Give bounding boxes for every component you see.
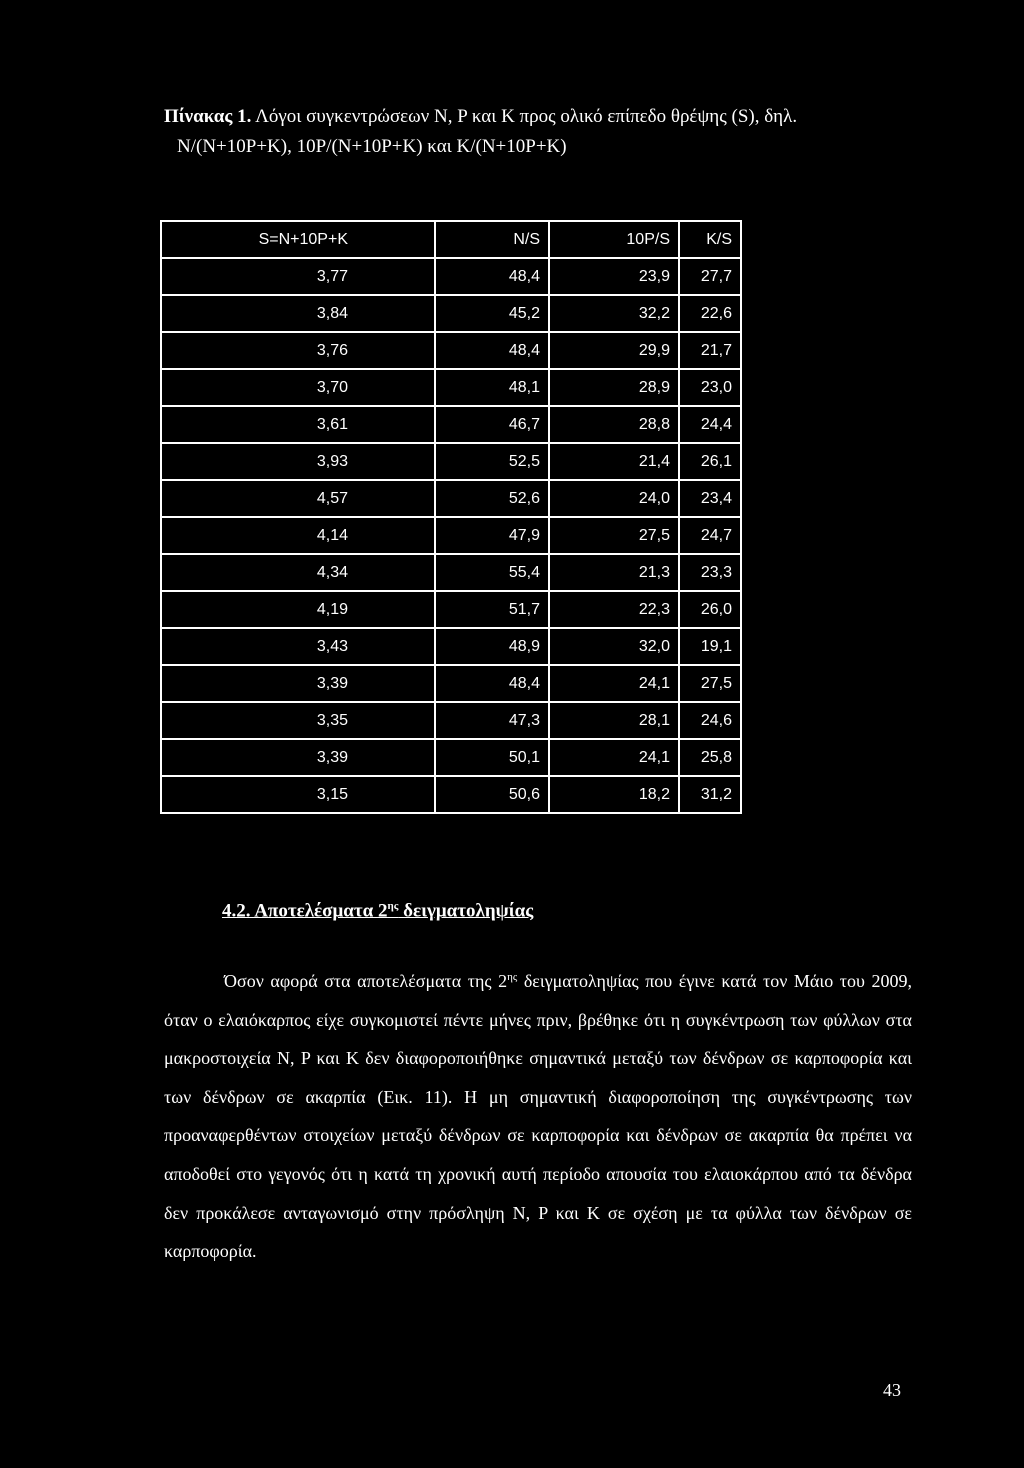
table-row [161, 665, 741, 702]
table-header-row [161, 221, 741, 258]
table-cell: 32,0 [549, 628, 679, 665]
table-body [161, 258, 741, 813]
caption-line-1 [164, 104, 884, 129]
table-cell: 24,1 [549, 665, 679, 702]
table-cell: 52,5 [435, 443, 549, 480]
table-cell: 4,57 [161, 480, 435, 517]
table-cell: 23,0 [679, 369, 741, 406]
table-row [161, 369, 741, 406]
table-row [161, 332, 741, 369]
table-cell: 3,93 [161, 443, 435, 480]
table-row [161, 295, 741, 332]
table-cell: 3,43 [161, 628, 435, 665]
table-cell: 50,1 [435, 739, 549, 776]
table-cell: 3,76 [161, 332, 435, 369]
table-row [161, 591, 741, 628]
table-cell: 32,2 [549, 295, 679, 332]
header-cell-10ps: 10P/S [549, 221, 679, 258]
table-cell: 3,70 [161, 369, 435, 406]
table-cell: 22,3 [549, 591, 679, 628]
table-cell: 23,9 [549, 258, 679, 295]
section-heading-pre: 4.2. Αποτελέσματα 2 [222, 900, 388, 922]
table-cell: 50,6 [435, 776, 549, 813]
table-cell: 4,34 [161, 554, 435, 591]
caption-label: Πίνακας [164, 106, 233, 127]
table-row [161, 480, 741, 517]
table-cell: 3,35 [161, 702, 435, 739]
table-cell: 4,19 [161, 591, 435, 628]
table-cell: 28,8 [549, 406, 679, 443]
table-cell: 25,8 [679, 739, 741, 776]
section-heading-post: δειγματοληψίας [398, 900, 534, 922]
table-row [161, 776, 741, 813]
table-cell: 3,39 [161, 665, 435, 702]
table-cell: 55,4 [435, 554, 549, 591]
table-cell: 46,7 [435, 406, 549, 443]
table-row [161, 628, 741, 665]
header-cell-s: S=N+10P+K [161, 221, 435, 258]
table-row [161, 406, 741, 443]
table-cell: 18,2 [549, 776, 679, 813]
table-cell: 22,6 [679, 295, 741, 332]
table-cell: 3,61 [161, 406, 435, 443]
table-row [161, 739, 741, 776]
table-cell: 21,4 [549, 443, 679, 480]
table-cell: 3,15 [161, 776, 435, 813]
table-cell: 26,0 [679, 591, 741, 628]
section-heading-sup: ης [387, 900, 399, 912]
table-row [161, 443, 741, 480]
paragraph-part-1: Όσον αφορά στα αποτελέσματα της 2 [224, 971, 508, 991]
header-cell-ns: N/S [435, 221, 549, 258]
table-row [161, 258, 741, 295]
paragraph-part-2: δειγματοληψίας που έγινε κατά τον Μάιο του 2009, όταν ο ελαιόκαρπος είχε συγκομιστεί πέντε μήνες πριν, βρέθηκε ότι η συγκέντρωση των φύλλων στα μακροστοιχεία N, P και K δεν διαφοροποιήθηκε σημαντικά μεταξύ των δένδρων σε καρποφορία και των δένδρων σε ακαρπία (Εικ. 11). Η μη σημαντική διαφοροποίηση της συγκέντρωσης των προαναφερθέντων στοιχείων μεταξύ δένδρων σε καρποφορία και δένδρων σε ακαρπία θα πρέπει να αποδοθεί στο γεγονός ότι η κατά τη χρονική αυτή περίοδο απουσία του ελαιοκάρπου από τα δένδρα δεν προκάλεσε ανταγωνισμό στην πρόσληψη N, P και K σε σχέση με τα φύλλα των δένδρων σε καρποφορία. [164, 971, 912, 1262]
table-cell: 29,9 [549, 332, 679, 369]
table-cell: 24,0 [549, 480, 679, 517]
table-cell: 27,5 [549, 517, 679, 554]
table-cell: 47,3 [435, 702, 549, 739]
table-cell: 27,5 [679, 665, 741, 702]
table-cell: 24,1 [549, 739, 679, 776]
table-cell: 21,7 [679, 332, 741, 369]
table-cell: 26,1 [679, 443, 741, 480]
paragraph-sup: ης [507, 971, 518, 983]
body-paragraph [164, 962, 912, 1271]
ratio-table [160, 220, 742, 814]
table-cell: 23,4 [679, 480, 741, 517]
table-cell: 19,1 [679, 628, 741, 665]
table-cell: 48,4 [435, 665, 549, 702]
section-heading [222, 900, 533, 922]
table-cell: 45,2 [435, 295, 549, 332]
table-cell: 3,77 [161, 258, 435, 295]
header-cell-ks: K/S [679, 221, 741, 258]
table-cell: 48,9 [435, 628, 549, 665]
table-cell: 3,39 [161, 739, 435, 776]
table-cell: 48,1 [435, 369, 549, 406]
table-row [161, 702, 741, 739]
caption-number: 1. [237, 106, 252, 127]
table-caption [164, 104, 884, 159]
table-cell: 28,1 [549, 702, 679, 739]
table-cell: 48,4 [435, 258, 549, 295]
caption-line-2: N/(N+10P+K), 10P/(N+10P+K) και K/(N+10P+K) [177, 136, 567, 157]
table-cell: 4,14 [161, 517, 435, 554]
caption-text-1: Λόγοι συγκεντρώσεων N, P και K προς ολικό επίπεδο θρέψης (S), δηλ. [251, 106, 798, 127]
table-cell: 3,84 [161, 295, 435, 332]
table-row [161, 554, 741, 591]
table-cell: 28,9 [549, 369, 679, 406]
table-cell: 27,7 [679, 258, 741, 295]
table-cell: 48,4 [435, 332, 549, 369]
table-head [161, 221, 741, 258]
table-cell: 47,9 [435, 517, 549, 554]
table-cell: 24,7 [679, 517, 741, 554]
table-cell: 21,3 [549, 554, 679, 591]
table-cell: 51,7 [435, 591, 549, 628]
table-cell: 31,2 [679, 776, 741, 813]
table-row [161, 517, 741, 554]
table-cell: 24,6 [679, 702, 741, 739]
table-cell: 24,4 [679, 406, 741, 443]
table-cell: 52,6 [435, 480, 549, 517]
table-cell: 23,3 [679, 554, 741, 591]
paragraph [164, 962, 912, 1271]
page-number: 43 [883, 1380, 901, 1400]
